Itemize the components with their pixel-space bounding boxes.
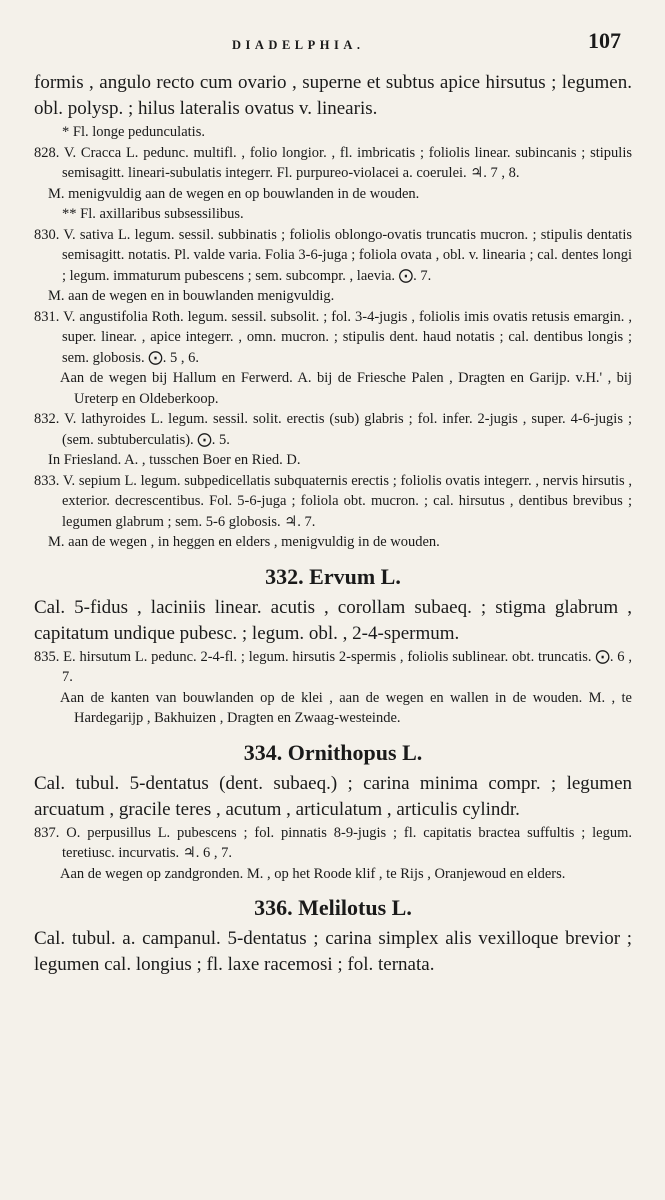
page-header xyxy=(0,28,665,58)
species-entry: 833. V. sepium L. legum. subpedicellatis subquaternis erectis ; foliolis ovatis integerr. , nervis hirsutis , exterior. decrescentibus. Fol. 5-6-juga ; foliola obt. mucron. ; cal. hirsutus , dentibus brevibus ; legumen glabrum ; sem. 5-6 globosis. ♃. 7. xyxy=(34,472,632,530)
locality-note: In Friesland. A. , tusschen Boer en Ried. D. xyxy=(48,452,301,468)
species-entry: 837. O. perpusillus L. pubescens ; fol. pinnatis 8-9-jugis ; fl. capitatis bractea suffultis ; legum. teretiusc. incurvatis. ♃. 6 , 7. xyxy=(34,824,632,861)
running-title: DIADELPHIA. xyxy=(232,38,365,52)
genus-heading: 336. Melilotus L. xyxy=(254,895,412,920)
genus-description: Cal. tubul. a. campanul. 5-dentatus ; carina simplex alis vexilloque brevior ; legumen cal. longius ; fl. laxe racemosi ; fol. ternata. xyxy=(34,928,632,975)
genus-description: Cal. tubul. 5-dentatus (dent. subaeq.) ; carina minima compr. ; legumen arcuatum , gracile teres , acutum , articulatum , articulis cylindr. xyxy=(34,772,632,820)
species-entry: 831. V. angustifolia Roth. legum. sessil. subsolit. ; fol. 3-4-jugis , foliolis imis ovatis retusis emargin. , super. linear. , apice integerr. , omn. mucron. ; stipulis dent. haud notatis ; cal. dentibus longis ; sem. globosis. ⨀. 5 , 6. xyxy=(34,308,632,366)
section-note: ** Fl. axillaribus subsessilibus. xyxy=(62,206,244,222)
genus-description: Cal. 5-fidus , laciniis linear. acutis , corollam subaeq. ; stigma glabrum , capitatum undique pubesc. ; legum. obl. , 2-4-spermum. xyxy=(34,596,632,644)
locality-note: M. menigvuldig aan de wegen en op bouwlanden in de wouden. xyxy=(48,185,420,202)
locality-note: M. aan de wegen en in bouwlanden menigvuldig. xyxy=(48,288,335,304)
species-entry: 828. V. Cracca L. pedunc. multifl. , folio longior. , fl. imbricatis ; foliolis linear. subincanis ; stipulis semisagitt. lineari-subulatis integerr. Fl. purpureo-violacei a. coerulei. ♃. 7 , 8. xyxy=(34,144,632,181)
species-entry: 835. E. hirsutum L. pedunc. 2-4-fl. ; legum. hirsutis 2-spermis , foliolis sublinear. obt. truncatis. ⨀. 6 , 7. xyxy=(34,648,632,685)
locality-note: Aan de wegen bij Hallum en Ferwerd. A. bij de Friesche Palen , Dragten en Garijp. v.H.' , bij Ureterp en Oldeberkoop. xyxy=(60,370,632,407)
genus-description-continued: formis , angulo recto cum ovario , superne et subtus apice hirsutus ; legumen. obl. polysp. ; hilus lateralis ovatus v. linearis. xyxy=(34,72,632,119)
locality-note: Aan de wegen op zandgronden. M. , op het Roode klif , te Rijs , Oranjewoud en elders. xyxy=(60,865,566,882)
genus-heading: 334. Ornithopus L. xyxy=(243,739,423,765)
locality-note: M. aan de wegen , in heggen en elders , menigvuldig in de wouden. xyxy=(48,534,440,550)
page-body xyxy=(34,70,632,978)
species-entry: 830. V. sativa L. legum. sessil. subbinatis ; foliolis oblongo-ovatis truncatis mucron. ; stipulis dentatis semisagitt. notatis. Pl. valde varia. Folia 3-6-juga ; foliola ovata , obl. v. linearia ; cal. dentes longi ; legum. immaturum pubescens ; sem. subcompr. , laevia. ⨀. 7. xyxy=(34,226,632,284)
species-entry: 832. V. lathyroides L. legum. sessil. solit. erectis (sub) glabris ; fol. infer. 2-jugis , super. 4-6-jugis ; (sem. subtuberculatis). ⨀. 5. xyxy=(34,411,632,448)
locality-note: Aan de kanten van bouwlanden op de klei , aan de wegen en wallen in de wouden. M. , te Hardegarijp , Bakhuizen , Dragten en Zwaag-westeinde. xyxy=(60,689,632,726)
section-note: * Fl. longe pedunculatis. xyxy=(62,124,205,140)
page-number: 107 xyxy=(588,28,621,53)
genus-heading: 332. Ervum L. xyxy=(265,563,401,589)
